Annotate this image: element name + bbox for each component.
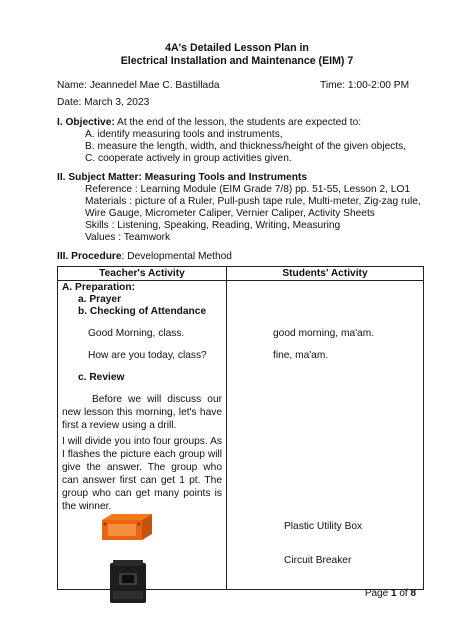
subject-skills: Skills : Listening, Speaking, Reading, Writing, Measuring — [85, 220, 341, 231]
procedure-line — [57, 251, 232, 262]
groups-paragraph: I will divide you into four groups. As I flashes the picture each group will give the answer. The group who can answer first can get 1 pt. The group who can get many points is the winner. — [62, 436, 222, 512]
subject-materials-cont: Wire Gauge, Micrometer Caliper, Vernier Caliper, Activity Sheets — [85, 208, 375, 219]
page-total: 8 — [410, 588, 416, 599]
of-word: of — [399, 588, 408, 599]
subject-values: Values : Teamwork — [85, 232, 171, 243]
review-heading: c. Review — [78, 372, 125, 383]
prayer-item: a. Prayer — [78, 294, 122, 305]
objective-item-b: B. measure the length, width, and thickness/height of the given objects, — [85, 141, 407, 152]
circuit-breaker-image — [107, 559, 149, 605]
procedure-heading: III. Procedure — [57, 251, 122, 262]
review-paragraph: Before we will discuss our new lesson this morning, let's have first a review using a drill. — [62, 394, 222, 431]
objective-item-c: C. cooperate actively in group activities given. — [85, 153, 292, 164]
col-header-students: Students' Activity — [282, 268, 368, 279]
page-number: 1 — [390, 588, 397, 599]
teacher-greeting: Good Morning, class. — [88, 328, 185, 339]
utility-box-label: Plastic Utility Box — [284, 521, 363, 532]
header-divider — [58, 280, 423, 281]
objective-intro: At the end of the lesson, the students are expected to: — [114, 117, 362, 128]
subject-matter-heading: II. Subject Matter: Measuring Tools and Instruments — [57, 172, 308, 183]
objective-heading: I. Objective: — [57, 117, 115, 128]
page-footer — [365, 588, 416, 599]
name-field: Name: Jeannedel Mae C. Bastillada — [57, 80, 220, 91]
teacher-question: How are you today, class? — [88, 350, 207, 361]
utility-box-image — [98, 512, 156, 542]
page-title-line1: 4A's Detailed Lesson Plan in — [165, 42, 309, 54]
page-word: Page — [364, 588, 389, 599]
attendance-item: b. Checking of Attendance — [78, 306, 207, 317]
student-answer: fine, ma'am. — [273, 350, 329, 361]
procedure-value: : Developmental Method — [121, 251, 232, 262]
column-divider — [226, 267, 227, 589]
objective-item-a: A. identify measuring tools and instruments, — [85, 129, 283, 140]
date-field: Date: March 3, 2023 — [57, 97, 150, 108]
objective-section — [57, 117, 361, 128]
lesson-table — [57, 266, 424, 590]
page-title-line2: Electrical Installation and Maintenance (EIM) 7 — [120, 55, 354, 67]
subject-reference: Reference : Learning Module (EIM Grade 7/8) pp. 51-55, Lesson 2, LO1 — [85, 184, 411, 195]
col-header-teacher: Teacher's Activity — [99, 268, 185, 279]
subject-materials: Materials : picture of a Ruler, Pull-push tape rule, Multi-meter, Zig-zag rule, — [85, 196, 421, 207]
student-greeting: good morning, ma'am. — [273, 328, 375, 339]
time-field: Time: 1:00-2:00 PM — [320, 80, 410, 91]
circuit-breaker-label: Circuit Breaker — [284, 555, 352, 566]
preparation-heading: A. Preparation: — [62, 282, 136, 293]
